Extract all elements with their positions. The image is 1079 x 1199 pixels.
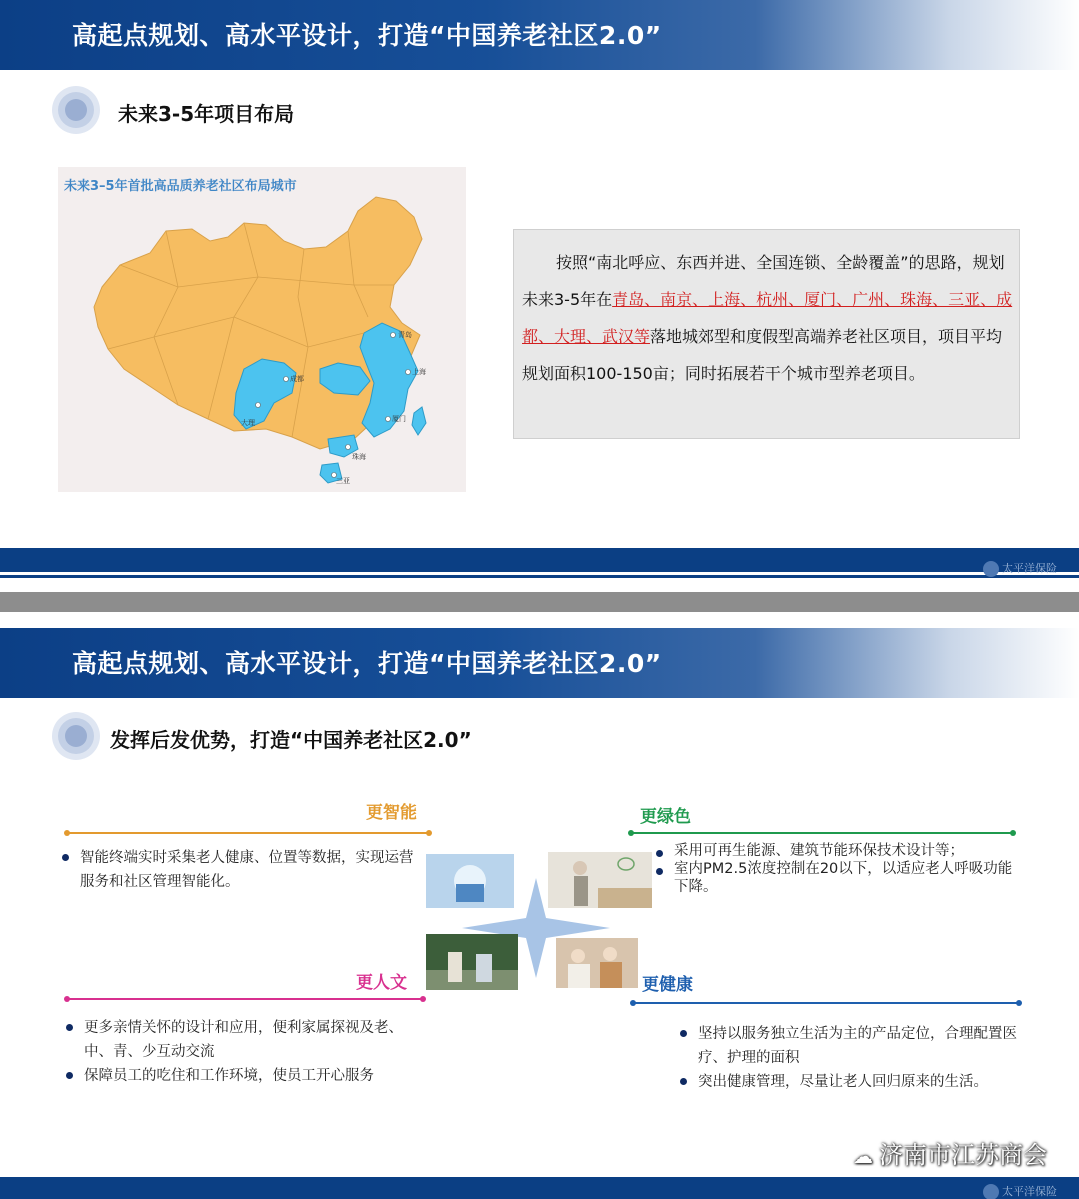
- paragraph-text-1: 按照“南北呼应、东西并进、全国连锁、全龄覆盖”的思路，规划未来3-5年在: [522, 253, 1005, 309]
- feature-list-humane: [64, 1016, 424, 1088]
- photo-smart-device: [426, 854, 514, 908]
- section-bullet-icon: [52, 86, 100, 134]
- wechat-icon: ☁: [853, 1144, 873, 1168]
- slide-advantages: [0, 612, 1079, 1199]
- slide-title-bar: [0, 628, 1079, 698]
- feature-list-green: [654, 842, 1026, 896]
- feature-title-green: 更绿色: [640, 807, 691, 827]
- feature-item: 坚持以服务独立生活为主的产品定位，合理配置医疗、护理的面积: [678, 1022, 1018, 1070]
- slide-title-bar: [0, 0, 1079, 70]
- logo-icon: [983, 561, 999, 577]
- feature-line-green: [630, 832, 1014, 834]
- feature-title-humane: 更人文: [356, 973, 407, 993]
- slide-project-layout: [0, 0, 1079, 592]
- feature-title-smart: 更智能: [366, 803, 417, 823]
- logo-icon: [983, 1184, 999, 1199]
- watermark-text: 济南市江苏商会: [879, 1141, 1047, 1169]
- paragraph-text-2: 落地城郊型和度假型高端养老社区项目，项目平均规划面积100-150亩；同时拓展若干个城市型养老项目。: [522, 327, 1003, 383]
- feature-item: 室内PM2.5浓度控制在20以下，以适应老人呼吸功能下降。: [654, 860, 1026, 896]
- city-label-dali: 大理: [241, 419, 255, 427]
- feature-line-healthy: [632, 1002, 1020, 1004]
- slide-footer-bar: [0, 548, 1079, 572]
- city-label-chengdu: 成都: [290, 375, 304, 383]
- section-bullet-icon: [52, 712, 100, 760]
- feature-item: 更多亲情关怀的设计和应用，便利家属探视及老、中、青、少互动交流: [64, 1016, 424, 1064]
- map-caption: 未来3–5年首批高品质养老社区布局城市: [64, 179, 297, 194]
- feature-title-healthy: 更健康: [642, 975, 693, 995]
- section-title: 发挥后发优势，打造“中国养老社区2.0”: [110, 728, 472, 752]
- city-label-zhuhai: 珠海: [352, 453, 366, 461]
- section-title: 未来3-5年项目布局: [118, 102, 295, 126]
- paragraph-city-list: 青岛、南京、上海、杭州、厦门、广州、珠海、三亚、成都、大理、武汉等: [522, 290, 1013, 346]
- city-label-qingdao: 青岛: [398, 331, 412, 339]
- feature-line-smart: [66, 832, 430, 834]
- company-logo: [983, 560, 1057, 577]
- photo-health-service: [556, 938, 638, 988]
- feature-list-smart: [60, 846, 424, 894]
- city-label-xiamen: 厦门: [392, 415, 406, 423]
- slide-separator: [0, 592, 1079, 612]
- wechat-watermark: [853, 1135, 1047, 1170]
- slide-footer-bar: [0, 1177, 1079, 1199]
- feature-item: 智能终端实时采集老人健康、位置等数据，实现运营服务和社区管理智能化。: [60, 846, 424, 894]
- feature-line-humane: [66, 998, 424, 1000]
- feature-item: 保障员工的吃住和工作环境，使员工开心服务: [64, 1064, 424, 1088]
- company-logo: [983, 1183, 1057, 1199]
- slide-title: 高起点规划、高水平设计，打造“中国养老社区2.0”: [72, 21, 662, 50]
- feature-list-healthy: [678, 1022, 1018, 1094]
- china-map: [58, 167, 466, 492]
- logo-text: 太平洋保险: [1002, 562, 1057, 575]
- city-label-sanya: 三亚: [336, 477, 350, 485]
- feature-item: 采用可再生能源、建筑节能环保技术设计等；: [654, 842, 1026, 860]
- map-region-taiwan: [412, 407, 426, 435]
- logo-text: 太平洋保险: [1002, 1185, 1057, 1198]
- slide-title: 高起点规划、高水平设计，打造“中国养老社区2.0”: [72, 649, 662, 678]
- footer-thin-line: [0, 575, 1079, 578]
- photo-family-park: [426, 934, 518, 990]
- city-label-shanghai: 上海: [412, 368, 426, 376]
- feature-item: 突出健康管理，尽量让老人回归原来的生活。: [678, 1070, 1018, 1094]
- china-map-figure: [58, 167, 466, 492]
- layout-description-box: [513, 229, 1020, 439]
- photo-elderly-garden: [548, 852, 652, 908]
